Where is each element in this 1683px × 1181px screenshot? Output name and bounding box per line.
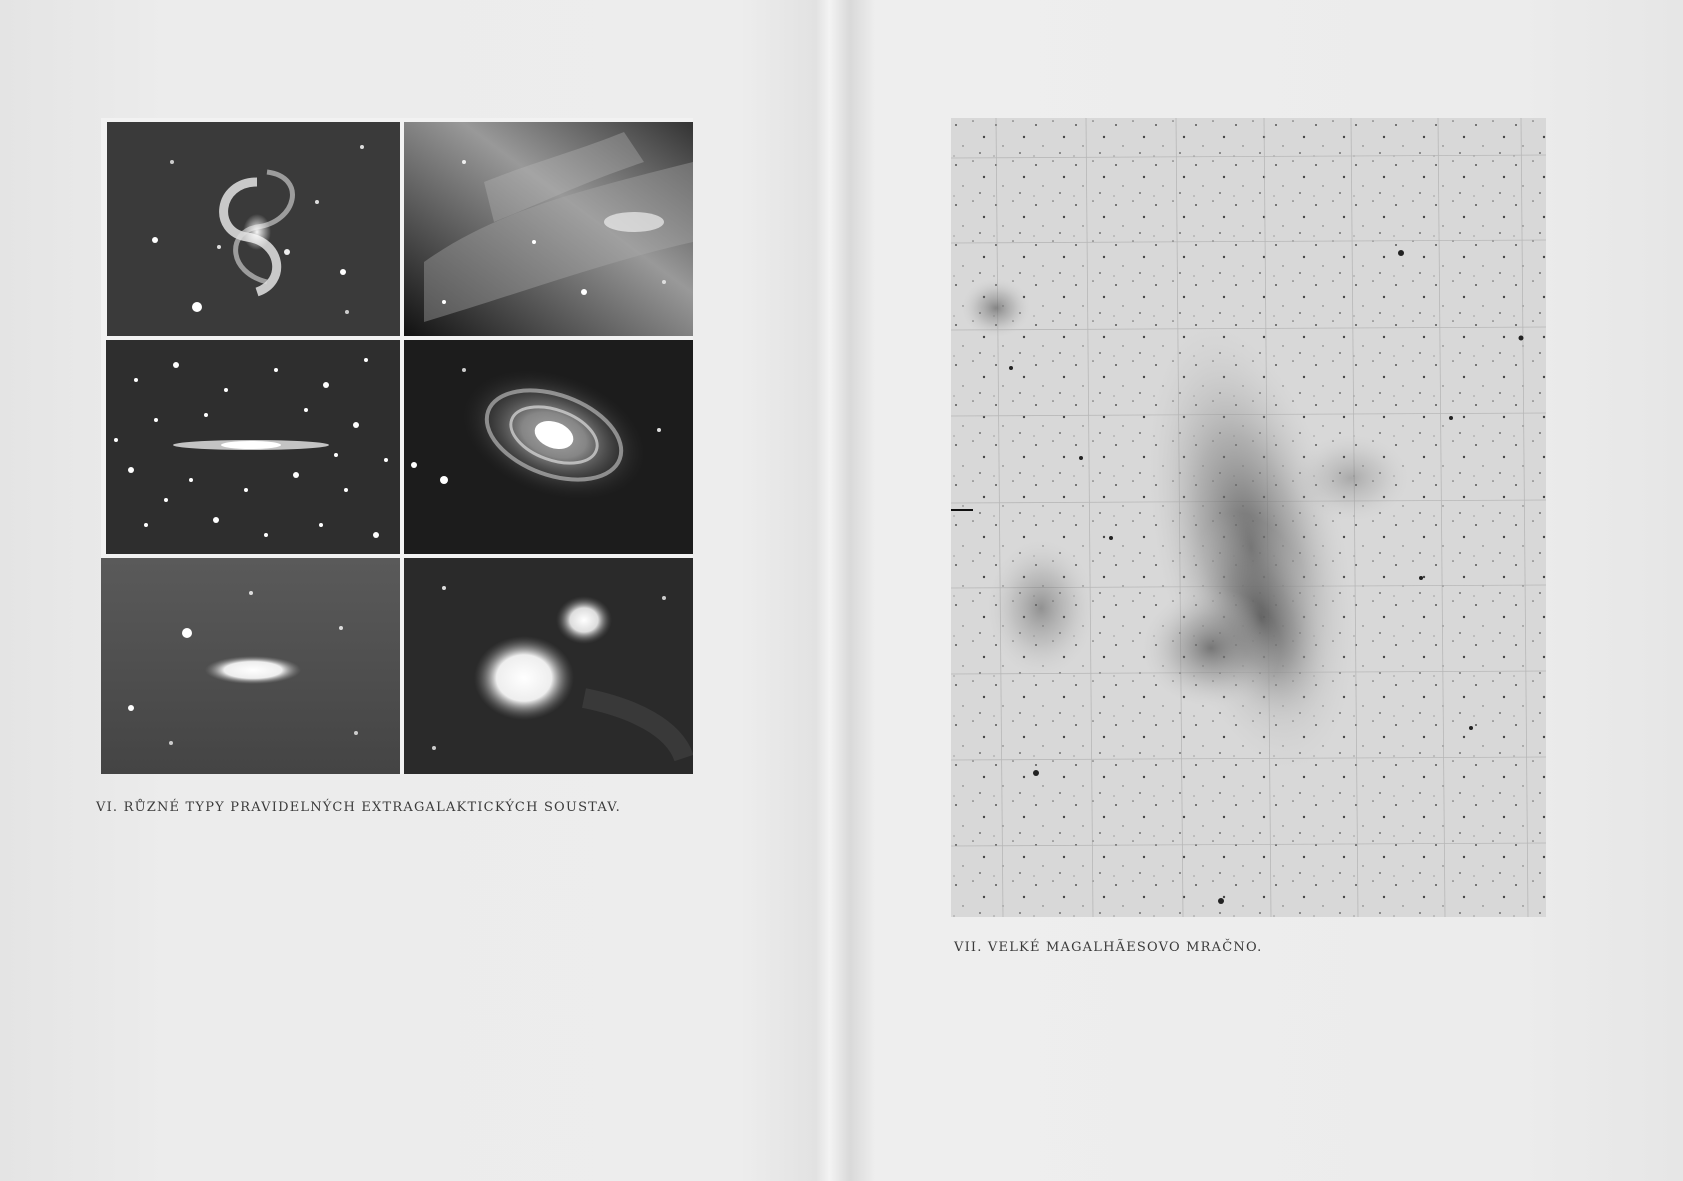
photo-edge-on-galaxy-stars (106, 340, 400, 554)
photo-spiral-galaxy (404, 340, 693, 554)
photo-elliptical-with-companion (404, 558, 693, 774)
plate-vi-photo-grid (101, 118, 693, 774)
plate-vii-caption: VII. VELKÉ MAGALHÃESOVO MRAČNO. (954, 940, 1263, 955)
right-page (830, 0, 1683, 1181)
plate-vii-magellanic-cloud-photo (951, 118, 1546, 917)
photo-elliptical-galaxy (101, 558, 400, 774)
photo-barred-spiral-galaxy (107, 122, 400, 336)
photo-star-cloud-field (404, 122, 693, 336)
left-page (0, 0, 830, 1181)
plate-vi-caption: VI. RŮZNÉ TYPY PRAVIDELNÝCH EXTRAGALAKTICKÝCH SOUSTAV. (96, 800, 621, 815)
